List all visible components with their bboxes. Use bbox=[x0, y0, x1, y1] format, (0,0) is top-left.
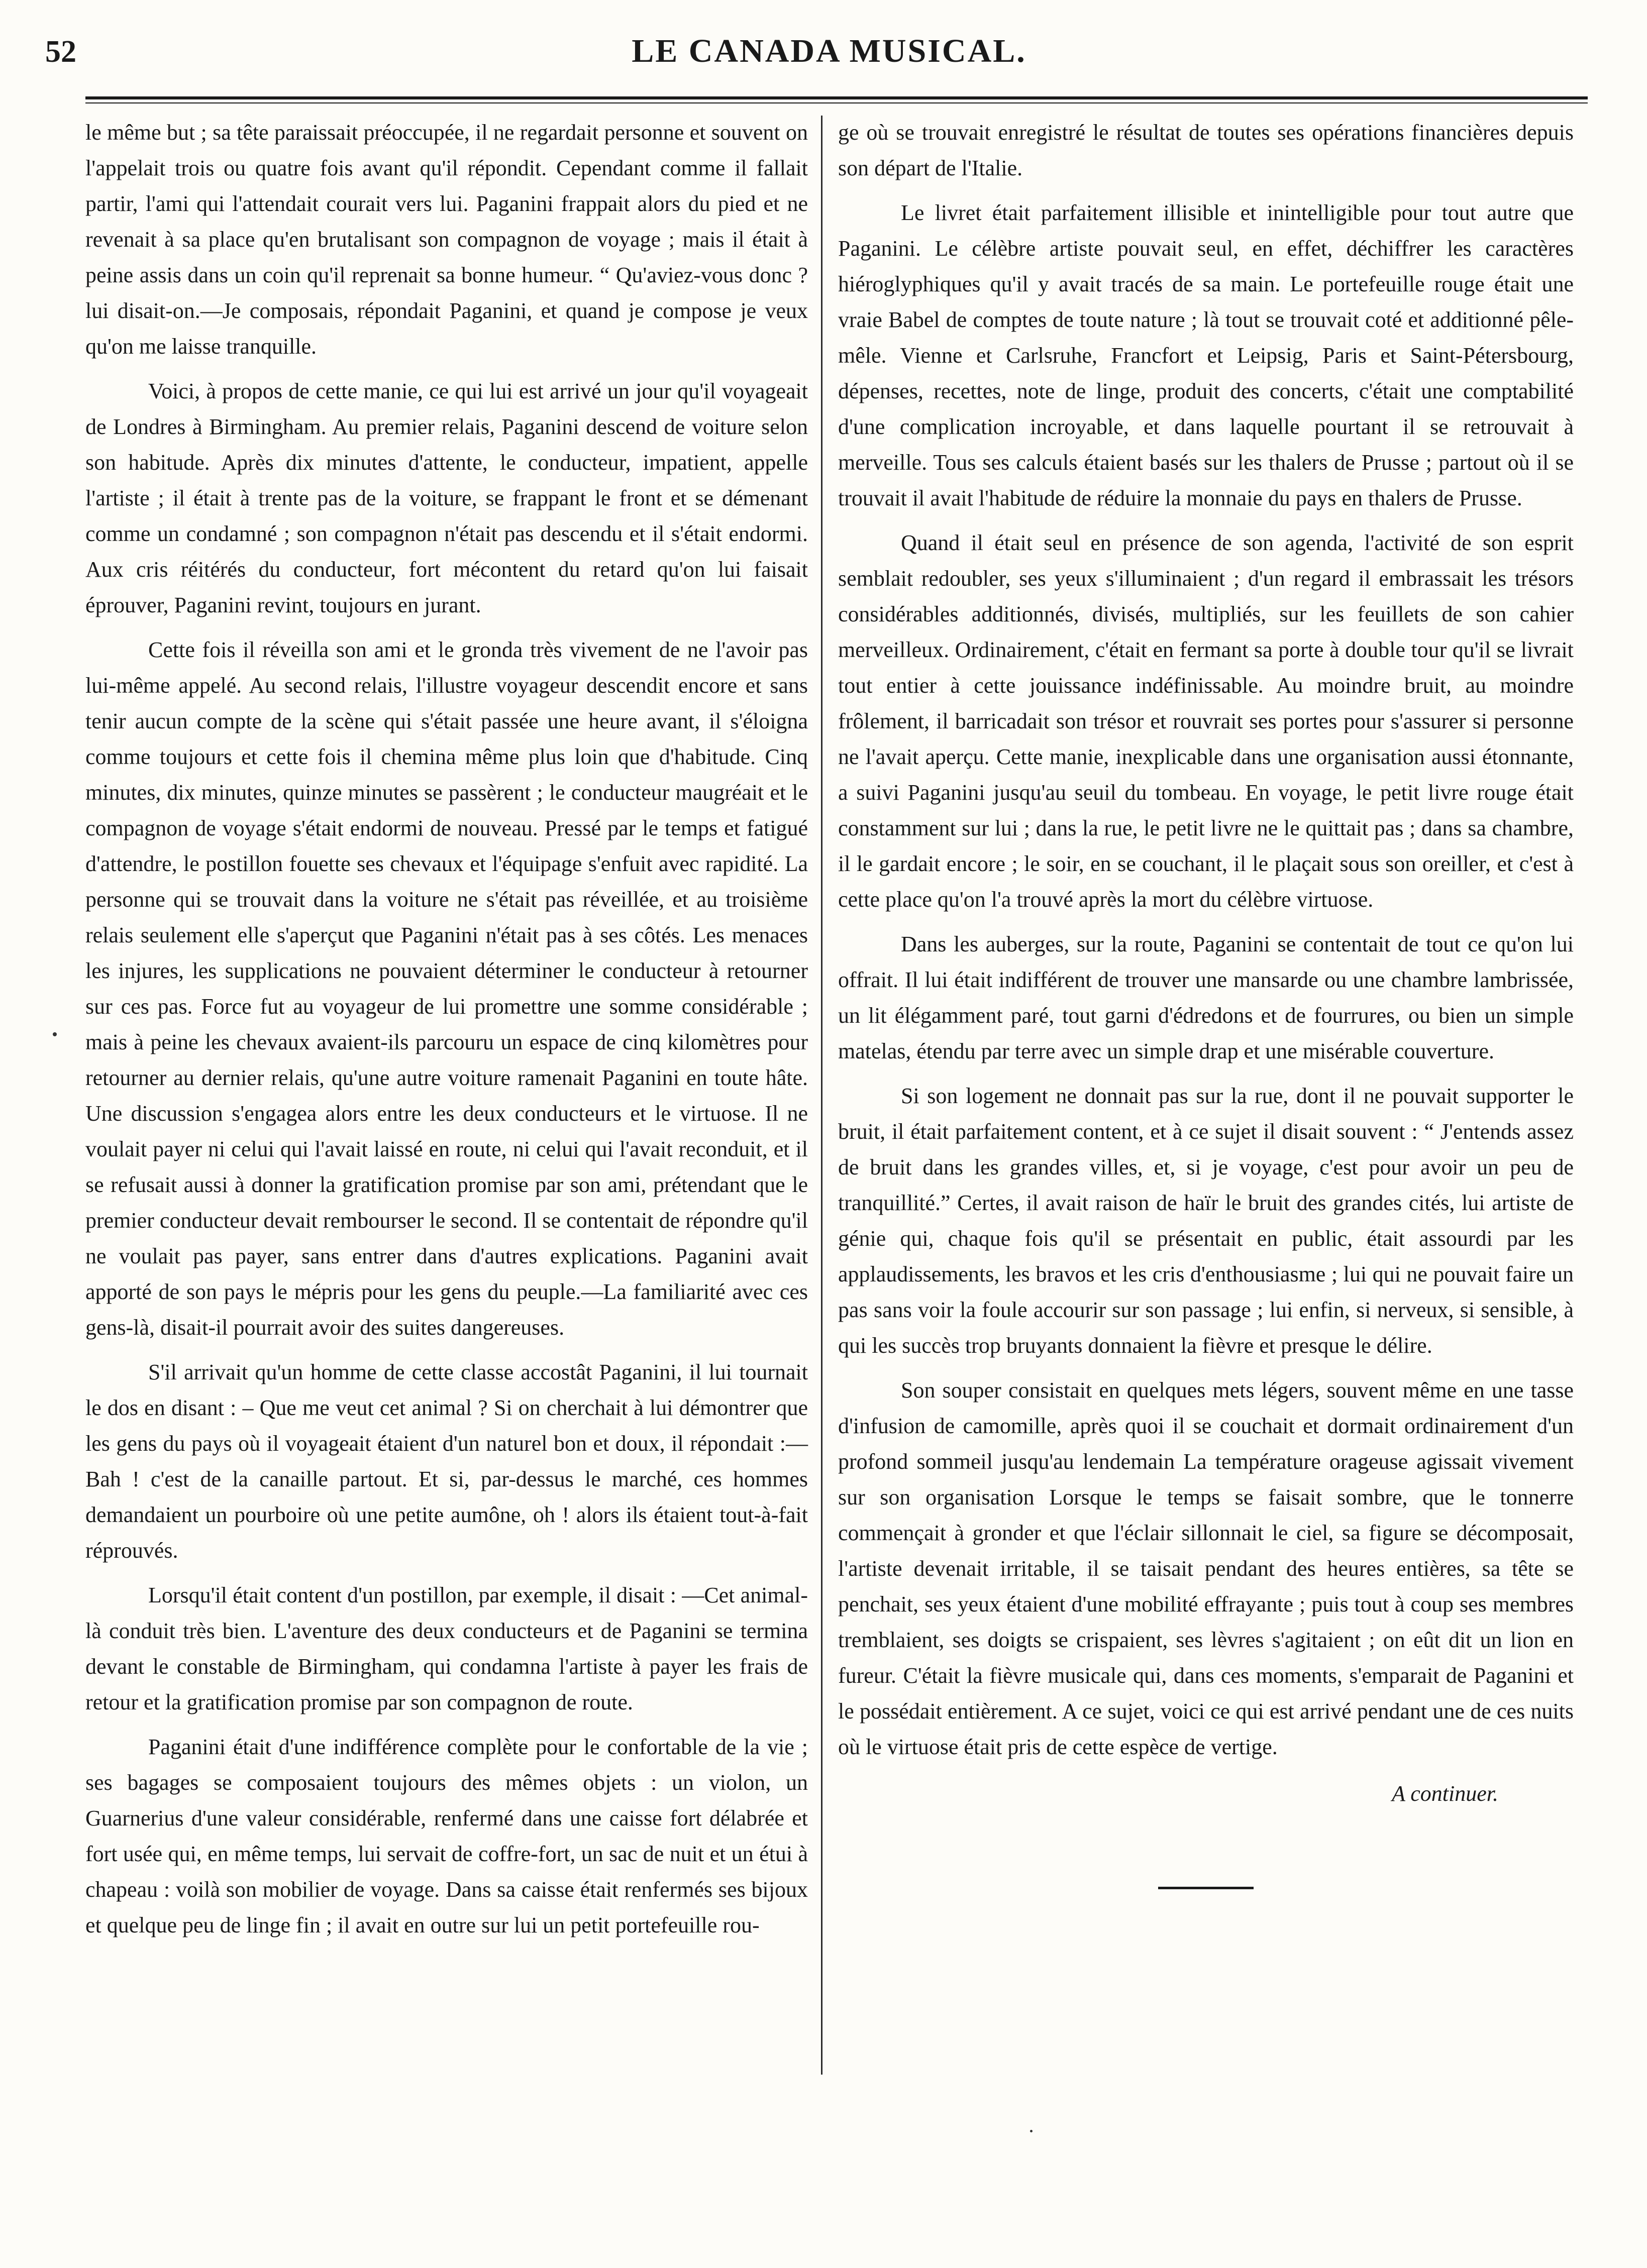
right-paragraph-3: Quand il était seul en présence de son agenda, l'activité de son esprit semblait redoubler, ses yeux s'illuminaient ; d'un regard il embrassait les trésors considérables additionnés, divisés, multipliés, sur les feuillets de son cahier merveilleux. Ordinairement, c'était en fermant sa porte à double tour qu'il se livrait tout entier à cette jouissance indéfinissable. Au moindre bruit, au moindre frôlement, il barricadait son trésor et rouvrait ses portes pour s'assurer si personne ne l'avait aperçu. Cette manie, inexplicable dans une organisation aussi étonnante, a suivi Paganini jusqu'au seuil du tombeau. En voyage, le petit livre rouge était constamment sur lui ; dans la rue, le petit livre ne le quittait pas ; dans sa chambre, il le gardait encore ; le soir, en se couchant, il le plaçait sous son oreiller, et c'est à cette place qu'on l'a trouvé après la mort du célèbre virtuose. bbox=[838, 530, 1574, 912]
header-rule-thick bbox=[85, 96, 1588, 99]
page-header bbox=[45, 30, 1613, 85]
journal-title: LE CANADA MUSICAL. bbox=[632, 33, 1026, 69]
end-rule bbox=[1158, 1887, 1254, 1889]
right-column bbox=[838, 115, 1574, 1889]
margin-speck bbox=[53, 1032, 57, 1036]
left-paragraph-6: Paganini était d'une indifférence complète pour le confortable de la vie ; ses bagages se composaient toujours des mêmes objets : un violon, un Guarnerius d'une valeur considérable, renfermé dans une caisse fort délabrée et fort usée qui, en même temps, lui servait de coffre-fort, un sac de nuit et un étui à chapeau : voilà son mobilier de voyage. Dans sa caisse était renfermés ses bijoux et quelque peu de linge fin ; il avait en outre sur lui un petit portefeuille rou- bbox=[85, 1735, 808, 1937]
left-column bbox=[85, 115, 808, 1952]
right-paragraph-5: Si son logement ne donnait pas sur la rue, dont il ne pouvait supporter le bruit, il était parfaitement content, et à ce sujet il disait souvent : “ J'entends assez de bruit dans les grandes villes, et, si je voyage, c'est pour avoir un peu de tranquillité.” Certes, il avait raison de haïr le bruit des grandes cités, lui artiste de génie qui, chaque fois qu'il se présentait en public, était assourdi par les applaudissements, les bravos et les cris d'enthousiasme ; lui qui ne pouvait faire un pas sans voir la foule accourir sur son passage ; lui enfin, si nerveux, si sensible, à qui les succès trop bruyants donnaient la fièvre et presque le délire. bbox=[838, 1084, 1574, 1358]
left-paragraph-1: le même but ; sa tête paraissait préoccupée, il ne regardait personne et souvent on l'appelait trois ou quatre fois avant qu'il répondit. Cependant comme il fallait partir, l'ami qui l'attendait courait vers lui. Paganini frappait alors du pied et ne revenait à sa place qu'en brutalisant son compagnon de voyage ; mais il était à peine assis dans un coin qu'il reprenait sa bonne humeur. “ Qu'aviez-vous donc ? lui disait-on.—Je composais, répondait Paganini, et quand je compose je veux qu'on me laisse tranquille. bbox=[85, 120, 808, 359]
page-number: 52 bbox=[45, 35, 76, 69]
right-paragraph-6: Son souper consistait en quelques mets légers, souvent même en une tasse d'infusion de camomille, après quoi il se couchait et dormait ordinairement d'un profond sommeil jusqu'au lendemain La température orageuse agissait vivement sur son organisation Lorsque le temps se faisait sombre, que le tonnerre commençait à gronder et que l'éclair sillonnait le ciel, sa figure se décomposait, l'artiste devenait irritable, il se taisait pendant des heures entières, sa tête se penchait, ses yeux étaient d'une mobilité effrayante ; puis tout à coup ses membres tremblaient, ses doigts se crispaient, ses lèvres s'agitaient ; on eût dit un lion en fureur. C'était la fièvre musicale qui, dans ces moments, s'emparait de Paganini et le possédait entièrement. A ce sujet, voici ce qui est arrivé pendant une de ces nuits où le virtuose était pris de cette espèce de vertige. bbox=[838, 1378, 1574, 1759]
header-rule-thin bbox=[85, 102, 1588, 103]
column-divider bbox=[821, 116, 822, 2075]
right-paragraph-1: ge où se trouvait enregistré le résultat de toutes ses opérations financières depuis son départ de l'Italie. bbox=[838, 120, 1574, 180]
left-paragraph-5: Lorsqu'il était content d'un postillon, par exemple, il disait : —Cet animal-là conduit très bien. L'aventure des deux conducteurs et de Paganini se termina devant le constable de Birmingham, qui condamna l'artiste à payer les frais de retour et la gratification promise par son compagnon de route. bbox=[85, 1583, 808, 1714]
left-paragraph-4: S'il arrivait qu'un homme de cette classe accostât Paganini, il lui tournait le dos en disant : – Que me veut cet animal ? Si on cherchait à lui démontrer que les gens du pays où il voyageait étaient d'un naturel bon et doux, il répondait :—Bah ! c'est de la canaille partout. Et si, par-dessus le marché, ces hommes demandaient un pourboire où une petite aumône, oh ! alors ils étaient tout-à-fait réprouvés. bbox=[85, 1360, 808, 1563]
left-paragraph-3: Cette fois il réveilla son ami et le gronda très vivement de ne l'avoir pas lui-même appelé. Au second relais, l'illustre voyageur descendit encore et sans tenir aucun compte de la scène qui s'était passée une heure avant, il s'éloigna comme toujours et cette fois il chemina même plus loin que d'habitude. Cinq minutes, dix minutes, quinze minutes se passèrent ; le conducteur maugréait et le compagnon de voyage s'était endormi de nouveau. Pressé par le temps et fatigué d'attendre, le postillon fouette ses chevaux et l'équipage s'enfuit avec rapidité. La personne qui se trouvait dans la voiture ne s'était pas réveillée, et au troisième relais seulement elle s'aperçut que Paganini n'était pas à ses côtés. Les menaces les injures, les supplications ne pouvaient déterminer le conducteur à retourner sur ces pas. Force fut au voyageur de lui promettre une somme considérable ; mais à peine les chevaux avaient-ils parcouru un espace de cinq kilomètres pour retourner au dernier relais, qu'une autre voiture ramenait Paganini en toute hâte. Une discussion s'engagea alors entre les deux conducteurs et le virtuose. Il ne voulait payer ni celui qui l'avait laissé en route, ni celui qui l'avait reconduit, et il se refusait aussi à donner la gratification promise par son ami, prétendant que le premier conducteur devait rembourser le second. Il se contentait de répondre qu'il ne voulait pas payer, sans entrer dans d'autres explications. Paganini avait apporté de son pays le mépris pour les gens du peuple.—La familiarité avec ces gens-là, disait-il pourrait avoir des suites dangereuses. bbox=[85, 637, 808, 1340]
continued-label: A continuer. bbox=[1392, 1781, 1498, 1806]
left-paragraph-2: Voici, à propos de cette manie, ce qui lui est arrivé un jour qu'il voyageait de Londres à Birmingham. Au premier relais, Paganini descend de voiture selon son habitude. Après dix minutes d'attente, le conducteur, impatient, appelle l'artiste ; il était à trente pas de la voiture, se frappant le front et se démenant comme un condamné ; son compagnon n'était pas descendu et il s'était endormi. Aux cris réitérés du conducteur, fort mécontent du retard qu'on lui faisait éprouver, Paganini revint, toujours en jurant. bbox=[85, 379, 808, 617]
bottom-speck bbox=[1030, 2130, 1033, 2132]
right-paragraph-2: Le livret était parfaitement illisible et inintelligible pour tout autre que Paganini. Le célèbre artiste pouvait seul, en effet, déchiffrer les caractères hiéroglyphiques qu'il y avait tracés de sa main. Le portefeuille rouge était une vraie Babel de comptes de toute nature ; là tout se trouvait coté et additionné pêle-mêle. Vienne et Carlsruhe, Francfort et Leipsig, Paris et Saint-Pétersbourg, dépenses, recettes, note de linge, produit des concerts, c'était une comptabilité d'une complication incroyable, et dans laquelle pourtant il se retrouvait à merveille. Tous ses calculs étaient basés sur les thalers de Prusse ; partout où il se trouvait il avait l'habitude de réduire la monnaie du pays en thalers de Prusse. bbox=[838, 200, 1574, 510]
right-paragraph-4: Dans les auberges, sur la route, Paganini se contentait de tout ce qu'on lui offrait. Il lui était indifférent de trouver une mansarde ou une chambre lambrissée, un lit élégamment paré, tout garni d'édredons et de fourrures, ou bien un simple matelas, étendu par terre avec un simple drap et une misérable couverture. bbox=[838, 932, 1574, 1063]
